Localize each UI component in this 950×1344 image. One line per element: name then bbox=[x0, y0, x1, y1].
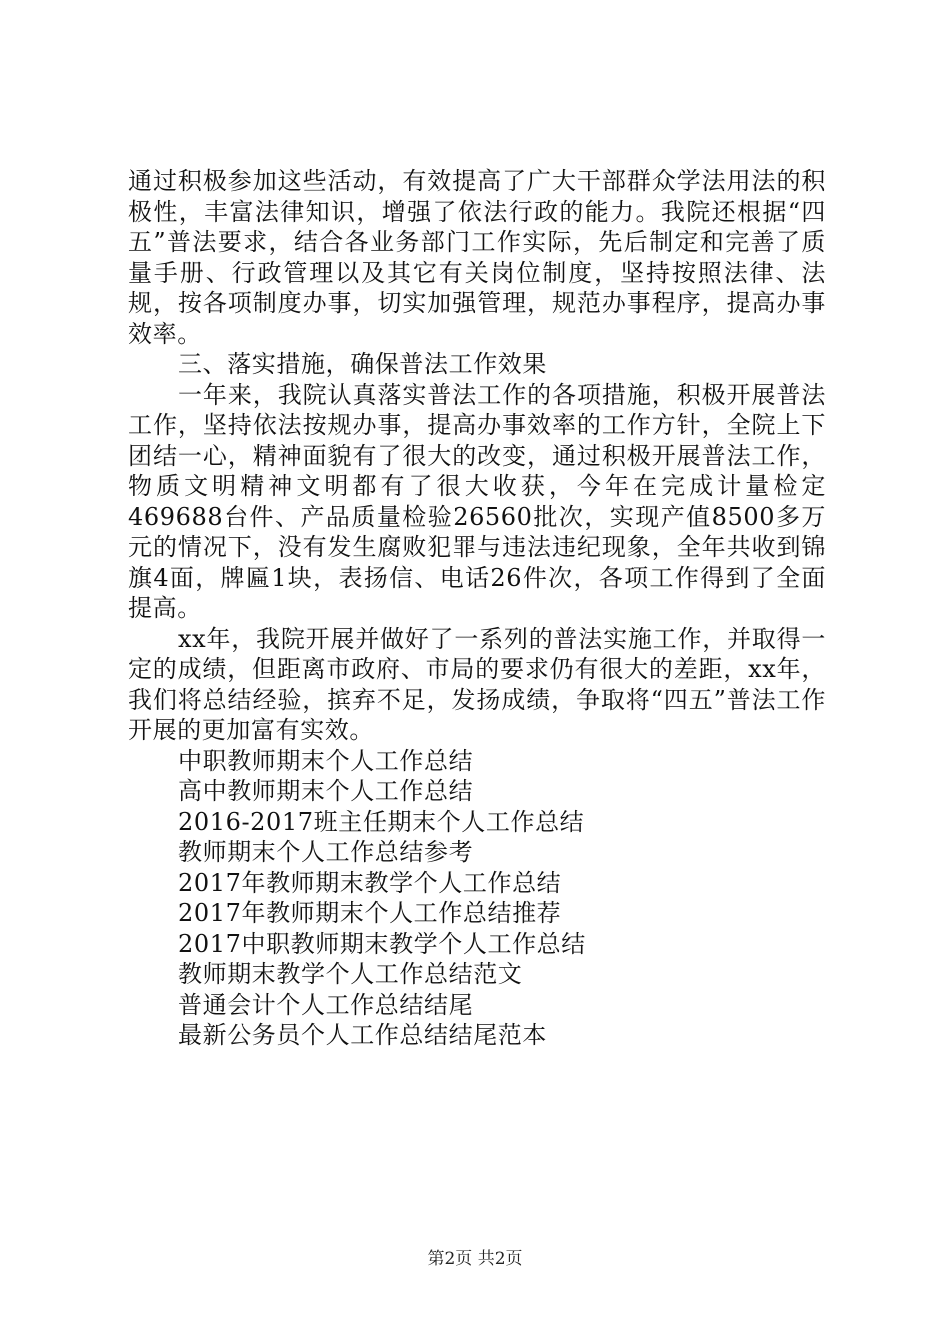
related-link[interactable]: 2016-2017班主任期末个人工作总结 bbox=[178, 807, 585, 836]
related-link[interactable]: 普通会计个人工作总结结尾 bbox=[178, 990, 474, 1019]
related-links-list bbox=[128, 746, 826, 1051]
related-link[interactable]: 2017中职教师期末教学个人工作总结 bbox=[178, 929, 586, 958]
related-link[interactable]: 高中教师期末个人工作总结 bbox=[178, 777, 474, 805]
paragraph-continuation: 通过积极参加这些活动，有效提高了广大干部群众学法用法的积极性，丰富法律知识，增强了依法行政的能力。我院还根据“四五”普法要求，结合各业务部门工作实际，先后制定和完善了质量手册、行政管理以及其它有关岗位制度，坚持按照法律、法规，按各项制度办事，切实加强管理，规范办事程序，提高办事效率。 bbox=[128, 167, 826, 348]
related-link[interactable]: 最新公务员个人工作总结结尾范本 bbox=[178, 1021, 547, 1049]
related-link[interactable]: 教师期末教学个人工作总结范文 bbox=[178, 960, 523, 988]
related-link[interactable]: 中职教师期末个人工作总结 bbox=[178, 746, 474, 775]
paragraph-achievements: 一年来，我院认真落实普法工作的各项措施，积极开展普法工作，坚持依法按规办事，提高办事效率的工作方针，全院上下团结一心，精神面貌有了很大的改变，通过积极开展普法工作，物质文明精神文明都有了很大收获，今年在完成计量检定469688台件、产品质量检验26560批次，实现产值8500多万元的情况下，没有发生腐败犯罪与违法违纪现象，全年共收到锦旗4面，牌匾1块，表扬信、电话26件次，各项工作得到了全面提高。 bbox=[128, 380, 826, 622]
document-body bbox=[128, 166, 826, 1051]
related-link[interactable]: 教师期末个人工作总结参考 bbox=[178, 838, 474, 866]
related-link[interactable]: 2017年教师期末教学个人工作总结 bbox=[178, 868, 562, 897]
paragraph-conclusion: xx年，我院开展并做好了一系列的普法实施工作，并取得一定的成绩，但距离市政府、市局的要求仍有很大的差距，xx年，我们将总结经验，摈弃不足，发扬成绩，争取将“四五”普法工作开展的更加富有实效。 bbox=[128, 624, 826, 744]
related-link[interactable]: 2017年教师期末个人工作总结推荐 bbox=[178, 899, 562, 927]
page-number-footer: 第2页 共2页 bbox=[427, 1249, 523, 1269]
section-heading: 三、落实措施，确保普法工作效果 bbox=[178, 350, 547, 378]
